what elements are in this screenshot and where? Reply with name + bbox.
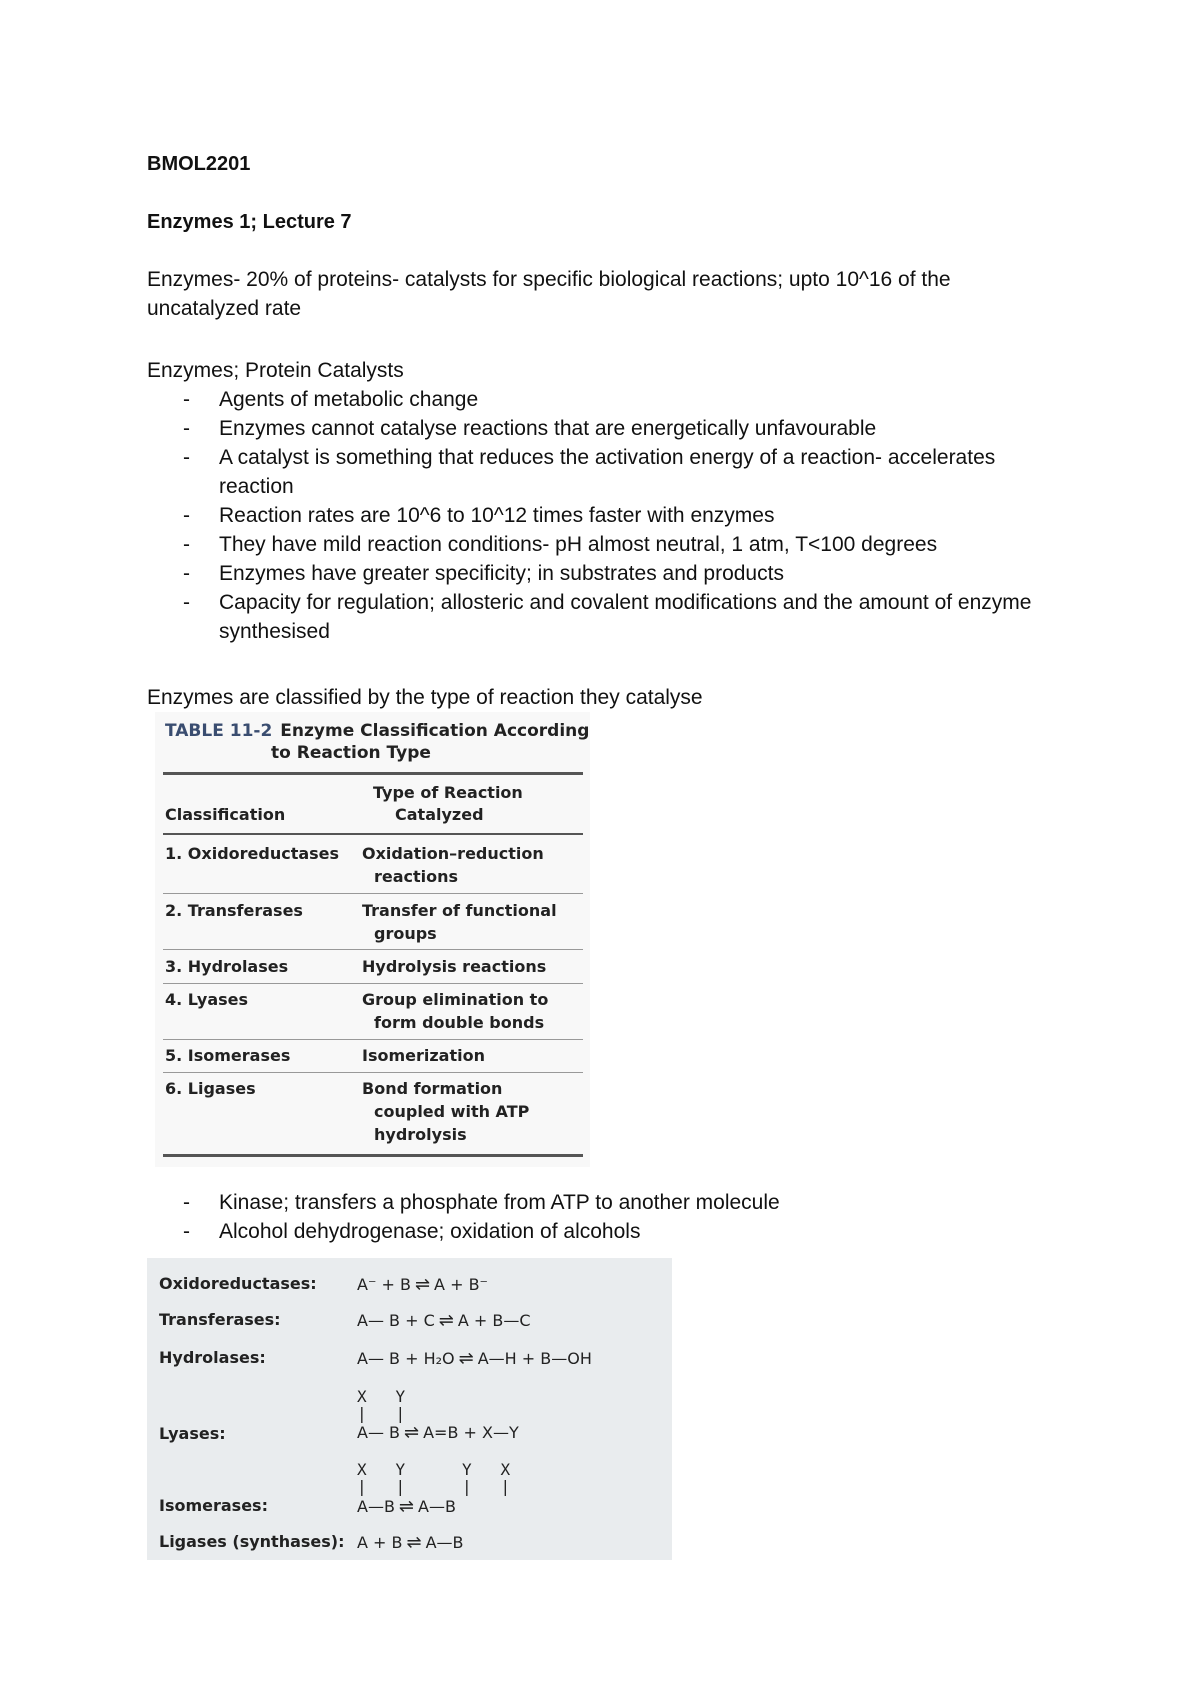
isomerases-bonds-right: | | (462, 1477, 511, 1496)
row-divider (163, 1072, 583, 1073)
hydrolases-label: Hydrolases: (159, 1348, 266, 1367)
isomerases-equation (357, 1496, 456, 1517)
table-row-1-type-a: Oxidation–reduction (362, 844, 544, 863)
equilibrium-arrow-icon: ⇌ (404, 1422, 420, 1443)
eq-left: A— B + H₂O (357, 1349, 455, 1368)
hydrolases-equation (357, 1348, 592, 1369)
table-row-5-type: Isomerization (362, 1046, 485, 1065)
table-row-1-type (362, 842, 544, 888)
table-row-4-type (362, 988, 548, 1034)
row-divider (163, 1039, 583, 1040)
row-divider (163, 893, 583, 894)
example-bullet-list (147, 1188, 780, 1246)
ligases-equation (357, 1532, 464, 1553)
table-row-3-type: Hydrolysis reactions (362, 957, 547, 976)
table-bottom-rule (163, 1154, 583, 1157)
list-item: - They have mild reaction conditions- pH almost neutral, 1 atm, T<100 degrees (147, 530, 1057, 559)
table-row-1-type-b: reactions (374, 867, 459, 886)
list-item: - Agents of metabolic change (147, 385, 1057, 414)
equilibrium-arrow-icon: ⇌ (458, 1348, 474, 1369)
eq-right: A=B + X—Y (423, 1423, 519, 1442)
col-header-type-line1: Type of Reaction (373, 783, 523, 802)
ligases-label: Ligases (synthases): (159, 1532, 345, 1551)
isomerases-bonds-left: | | (357, 1477, 406, 1496)
col-header-classification: Classification (165, 805, 286, 824)
catalyst-bullet-list (147, 385, 1057, 646)
row-divider (163, 949, 583, 950)
table-number: TABLE 11-2 (165, 721, 273, 741)
table-row-6-type-a: Bond formation (362, 1079, 503, 1098)
eq-left: A—B (357, 1497, 395, 1516)
lyases-label: Lyases: (159, 1424, 226, 1443)
lyases-equation (357, 1422, 519, 1443)
transferases-equation (357, 1310, 531, 1331)
equilibrium-arrow-icon: ⇌ (438, 1310, 454, 1331)
intro-paragraph: Enzymes- 20% of proteins- catalysts for specific biological reactions; upto 10^16 of the uncatalyzed rate (147, 268, 951, 320)
list-item: - Enzymes cannot catalyse reactions that are energetically unfavourable (147, 414, 1057, 443)
equilibrium-arrow-icon: ⇌ (414, 1274, 431, 1295)
list-item: - Enzymes have greater specificity; in substrates and products (147, 559, 1057, 588)
transferases-label: Transferases: (159, 1310, 281, 1329)
eq-left: A— B + C (357, 1311, 435, 1330)
lecture-title: Enzymes 1; Lecture 7 (147, 211, 352, 233)
table-header-rule (163, 833, 583, 835)
equilibrium-arrow-icon: ⇌ (406, 1532, 422, 1553)
row-divider (163, 983, 583, 984)
table-row-6-type-c: hydrolysis (374, 1125, 467, 1144)
section-heading: Enzymes; Protein Catalysts (147, 359, 404, 382)
list-item: - Kinase; transfers a phosphate from ATP to another molecule (147, 1188, 780, 1217)
table-row-1-class: 1. Oxidoreductases (165, 844, 340, 863)
classification-sentence: Enzymes are classified by the type of reaction they catalyse (147, 686, 703, 709)
eq-right: A—B (425, 1533, 464, 1552)
equilibrium-arrow-icon: ⇌ (398, 1496, 415, 1517)
table-row-6-type-b: coupled with ATP (374, 1102, 530, 1121)
table-row-2-type-b: groups (374, 924, 437, 943)
table-row-2-type-a: Transfer of functional (362, 901, 557, 920)
isomerases-substituents-left: X Y (357, 1460, 406, 1479)
lyases-substituents: X Y (357, 1387, 406, 1406)
table-row-4-type-b: form double bonds (374, 1013, 545, 1032)
table-title-line1: Enzyme Classification According (280, 721, 590, 741)
table-row-2-type (362, 899, 557, 945)
eq-left: A— B (357, 1423, 401, 1442)
lyases-bonds: | | (357, 1404, 406, 1423)
isomerases-substituents-right: Y X (462, 1460, 511, 1479)
table-row-4-type-a: Group elimination to (362, 990, 549, 1009)
eq-right: A + B⁻ (434, 1275, 488, 1294)
table-row-6-type (362, 1077, 529, 1146)
eq-right: A + B—C (457, 1311, 531, 1330)
eq-right: A—H + B—OH (477, 1349, 592, 1368)
eq-left: A + B (357, 1533, 403, 1552)
course-code: BMOL2201 (147, 153, 251, 175)
reaction-types-figure (147, 1258, 672, 1560)
table-top-rule (163, 772, 583, 775)
enzyme-classification-table (155, 712, 590, 1167)
table-row-5-class: 5. Isomerases (165, 1046, 291, 1065)
table-row-6-class: 6. Ligases (165, 1079, 256, 1098)
eq-left: A⁻ + B (357, 1275, 411, 1294)
oxidoreductases-label: Oxidoreductases: (159, 1274, 317, 1293)
list-item: - Reaction rates are 10^6 to 10^12 times faster with enzymes (147, 501, 1057, 530)
table-row-4-class: 4. Lyases (165, 990, 249, 1009)
oxidoreductases-equation (357, 1274, 488, 1295)
table-title-line2: to Reaction Type (271, 743, 431, 763)
table-row-2-class: 2. Transferases (165, 901, 303, 920)
col-header-type-line2: Catalyzed (395, 805, 484, 824)
table-row-3-class: 3. Hydrolases (165, 957, 289, 976)
eq-right: A—B (418, 1497, 456, 1516)
isomerases-label: Isomerases: (159, 1496, 268, 1515)
list-item: - Capacity for regulation; allosteric and covalent modifications and the amount of enzyme synthesised (147, 588, 1057, 646)
table-caption (165, 720, 589, 764)
list-item: - A catalyst is something that reduces the activation energy of a reaction- accelerates reaction (147, 443, 1057, 501)
list-item: - Alcohol dehydrogenase; oxidation of alcohols (147, 1217, 780, 1246)
